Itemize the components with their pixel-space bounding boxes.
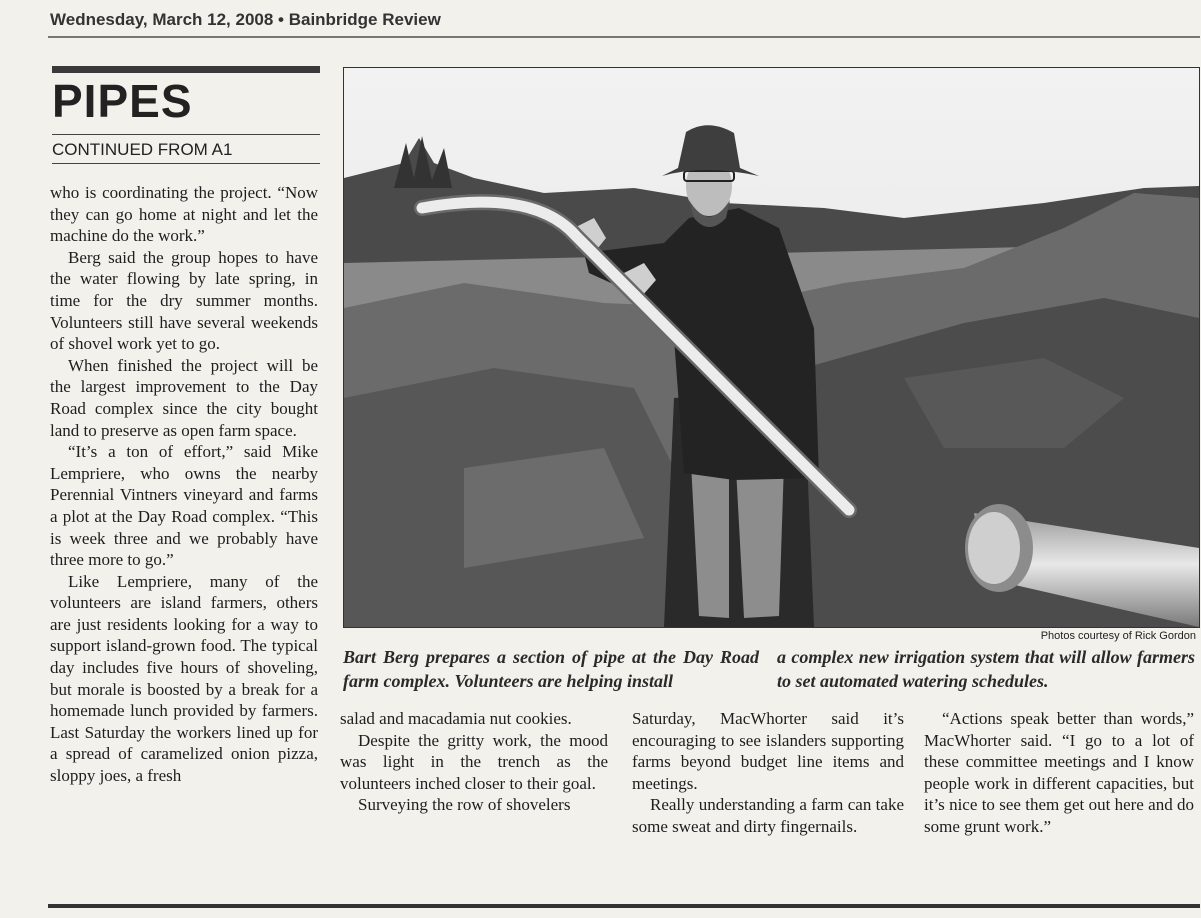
dateline: Wednesday, March 12, 2008 • Bainbridge Review bbox=[50, 10, 441, 29]
jump-line: CONTINUED FROM A1 bbox=[52, 140, 233, 159]
paragraph: Really understanding a farm can take some sweat and dirty fingernails. bbox=[632, 795, 904, 836]
bottom-rule bbox=[48, 904, 1200, 908]
article-column-4 bbox=[924, 708, 1194, 838]
article-column-2 bbox=[340, 708, 608, 816]
paragraph: Saturday, MacWhorter said it’s encouraging to see islanders supporting farms beyond budget line items and meetings. bbox=[632, 709, 904, 793]
dateline-rule bbox=[48, 36, 1200, 38]
jump-line-rule bbox=[52, 163, 320, 164]
paragraph: “Actions speak better than words,” MacWhorter said. “I go to a lot of these committee meetings and I know people work in different capacities, but it’s nice to see them get out here and do some grunt work.” bbox=[924, 709, 1194, 836]
paragraph: When finished the project will be the largest improvement to the Day Road complex since the city bought land to preserve as open farm space. bbox=[50, 355, 318, 440]
paragraph: Like Lempriere, many of the volunteers are island farmers, others are just residents looking for a way to support island-grown food. The typical day includes five hours of shoveling, but morale is boosted by a break for a homemade lunch provided by farmers. Last Saturday the workers lined up for a spread of caramelized onion pizza, sloppy joes, a fresh bbox=[50, 571, 318, 786]
photo-caption-right: a complex new irrigation system that will allow farmers to set automated watering schedules. bbox=[777, 647, 1195, 691]
paragraph: salad and macadamia nut cookies. bbox=[340, 709, 572, 728]
article-column-3 bbox=[632, 708, 904, 838]
article-column-1 bbox=[50, 182, 318, 787]
paragraph: Despite the gritty work, the mood was light in the trench as the volunteers inched closer to their goal. bbox=[340, 730, 608, 793]
kicker-headline: PIPES bbox=[52, 75, 193, 127]
headline-bar bbox=[52, 66, 320, 73]
paragraph: “It’s a ton of effort,” said Mike Lempriere, who owns the nearby Perennial Vintners vineyard and farms a plot at the Day Road complex. “This is week three and we probably have three more to go.” bbox=[50, 442, 318, 570]
paragraph: Surveying the row of shovelers bbox=[358, 795, 571, 815]
paragraph: Berg said the group hopes to have the water flowing by late spring, in time for the dry summer months. Volunteers still have several weekends of shovel work yet to go. bbox=[50, 247, 318, 354]
kicker-rule bbox=[52, 134, 320, 135]
paragraph: who is coordinating the project. “Now they can go home at night and let the machine do the work.” bbox=[50, 183, 318, 246]
news-photo bbox=[343, 67, 1200, 628]
photo-credit: Photos courtesy of Rick Gordon bbox=[1040, 630, 1196, 642]
photo-caption-left: Bart Berg prepares a section of pipe at the Day Road farm complex. Volunteers are helping install bbox=[343, 647, 759, 691]
